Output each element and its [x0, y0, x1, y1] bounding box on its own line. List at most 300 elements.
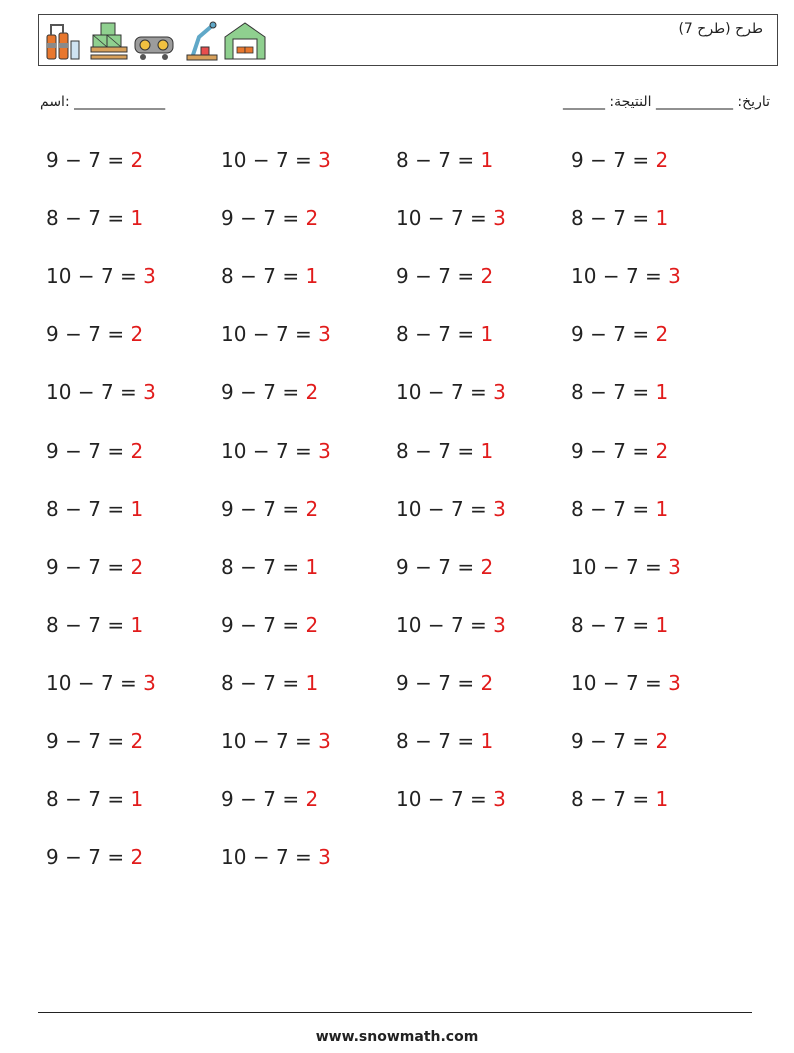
math-problem — [46, 671, 156, 695]
operand-b: 7 — [438, 148, 451, 172]
answer: 2 — [480, 264, 494, 288]
operator: − — [590, 322, 607, 346]
equals-sign: = — [295, 148, 312, 172]
answer: 3 — [318, 322, 331, 346]
math-problem — [571, 555, 681, 579]
answer: 2 — [480, 671, 494, 695]
equals-sign: = — [107, 845, 125, 869]
operator: − — [65, 787, 82, 811]
operator: − — [590, 497, 607, 521]
math-problem — [396, 555, 493, 579]
answer: 3 — [318, 729, 331, 753]
operand-b: 7 — [88, 497, 101, 521]
tank-cart-icon — [135, 37, 173, 60]
answer: 1 — [305, 555, 319, 579]
operand-b: 7 — [88, 439, 101, 463]
answer: 1 — [655, 206, 669, 230]
operand-b: 7 — [613, 322, 626, 346]
equals-sign: = — [457, 555, 475, 579]
equals-sign: = — [107, 322, 125, 346]
operand-a: 10 — [571, 555, 597, 579]
operand-b: 7 — [88, 555, 101, 579]
answer: 1 — [480, 322, 494, 346]
operand-a: 9 — [396, 264, 409, 288]
operator: − — [590, 613, 607, 637]
operand-b: 7 — [613, 613, 626, 637]
answer: 1 — [655, 497, 669, 521]
answer: 1 — [480, 729, 494, 753]
math-problem — [46, 787, 143, 811]
operand-a: 10 — [221, 322, 247, 346]
operand-a: 9 — [396, 555, 409, 579]
equals-sign: = — [645, 264, 662, 288]
pallet-boxes-icon — [91, 23, 127, 59]
equals-sign: = — [295, 845, 312, 869]
equals-sign: = — [282, 787, 300, 811]
answer: 2 — [655, 148, 669, 172]
math-problem — [46, 497, 143, 521]
equals-sign: = — [295, 322, 312, 346]
operand-b: 7 — [88, 613, 101, 637]
math-problem — [571, 264, 681, 288]
operand-b: 7 — [613, 729, 626, 753]
operand-b: 7 — [100, 671, 114, 695]
answer: 2 — [655, 439, 669, 463]
operand-a: 9 — [571, 729, 584, 753]
answer: 1 — [655, 787, 669, 811]
math-problem — [46, 555, 143, 579]
operator: − — [590, 729, 607, 753]
operand-a: 8 — [221, 671, 234, 695]
operator: − — [65, 555, 82, 579]
math-problem — [571, 380, 668, 404]
operand-b: 7 — [100, 264, 114, 288]
operand-a: 8 — [396, 439, 409, 463]
operand-b: 7 — [450, 380, 464, 404]
answer: 1 — [305, 671, 319, 695]
operand-b: 7 — [613, 497, 626, 521]
operator: − — [590, 148, 607, 172]
answer: 2 — [130, 845, 144, 869]
answer: 2 — [130, 729, 144, 753]
operand-a: 10 — [221, 845, 247, 869]
operator: − — [240, 497, 257, 521]
math-problem — [221, 322, 331, 346]
operator: − — [65, 439, 82, 463]
operand-a: 8 — [571, 613, 584, 637]
operand-b: 7 — [88, 322, 101, 346]
operator: − — [240, 613, 257, 637]
math-problem — [571, 322, 668, 346]
operand-b: 7 — [275, 148, 289, 172]
answer: 3 — [318, 148, 331, 172]
equals-sign: = — [107, 148, 125, 172]
math-problem — [571, 787, 668, 811]
math-problem — [46, 439, 143, 463]
answer: 3 — [143, 380, 156, 404]
equals-sign: = — [632, 206, 650, 230]
equals-sign: = — [470, 613, 487, 637]
operand-b: 7 — [263, 264, 276, 288]
operand-b: 7 — [275, 845, 289, 869]
operand-b: 7 — [275, 322, 289, 346]
equals-sign: = — [632, 787, 650, 811]
answer: 2 — [480, 555, 494, 579]
operand-a: 10 — [571, 264, 597, 288]
operand-b: 7 — [438, 729, 451, 753]
operand-a: 8 — [46, 206, 59, 230]
math-problem — [571, 613, 668, 637]
math-problem — [221, 787, 318, 811]
operand-b: 7 — [275, 729, 289, 753]
math-problem — [46, 322, 143, 346]
answer: 2 — [305, 497, 319, 521]
operand-a: 9 — [221, 497, 234, 521]
operand-a: 9 — [571, 148, 584, 172]
operand-a: 10 — [396, 380, 422, 404]
equals-sign: = — [457, 322, 475, 346]
answer: 3 — [143, 671, 156, 695]
equals-sign: = — [107, 613, 125, 637]
equals-sign: = — [107, 729, 125, 753]
equals-sign: = — [282, 555, 300, 579]
operand-a: 10 — [46, 380, 72, 404]
operand-a: 9 — [221, 613, 234, 637]
worksheet-header — [38, 14, 778, 66]
equals-sign: = — [107, 787, 125, 811]
operator: − — [415, 671, 432, 695]
math-problem — [46, 206, 143, 230]
operand-a: 10 — [396, 497, 422, 521]
answer: 3 — [668, 671, 681, 695]
operator: − — [427, 497, 445, 521]
answer: 3 — [318, 845, 331, 869]
operator: − — [415, 148, 432, 172]
operator: − — [415, 322, 432, 346]
operand-a: 9 — [221, 380, 234, 404]
operator: − — [415, 729, 432, 753]
equals-sign: = — [457, 148, 475, 172]
equals-sign: = — [282, 264, 300, 288]
equals-sign: = — [120, 264, 137, 288]
robot-arm-icon — [187, 22, 217, 60]
operand-a: 10 — [221, 729, 247, 753]
answer: 2 — [305, 206, 319, 230]
operand-a: 8 — [396, 148, 409, 172]
math-problem — [221, 380, 318, 404]
operator: − — [65, 206, 82, 230]
equals-sign: = — [632, 439, 650, 463]
equals-sign: = — [457, 439, 475, 463]
operator: − — [65, 148, 82, 172]
answer: 3 — [493, 613, 506, 637]
operand-b: 7 — [88, 206, 101, 230]
footer-divider — [38, 1012, 752, 1013]
equals-sign: = — [295, 729, 312, 753]
math-problem — [221, 264, 318, 288]
operand-a: 10 — [571, 671, 597, 695]
operator: − — [415, 555, 432, 579]
operand-a: 9 — [571, 439, 584, 463]
operator: − — [77, 380, 95, 404]
equals-sign: = — [632, 729, 650, 753]
operand-b: 7 — [625, 671, 639, 695]
operand-a: 9 — [46, 322, 59, 346]
math-problem — [396, 148, 493, 172]
operand-b: 7 — [263, 497, 276, 521]
math-problem — [221, 206, 318, 230]
equals-sign: = — [120, 671, 137, 695]
operand-b: 7 — [88, 845, 101, 869]
equals-sign: = — [295, 439, 312, 463]
answer: 3 — [318, 439, 331, 463]
math-problem — [221, 497, 318, 521]
answer: 1 — [655, 613, 669, 637]
math-problem — [46, 264, 156, 288]
math-problem — [396, 322, 493, 346]
equals-sign: = — [120, 380, 137, 404]
answer: 2 — [655, 322, 669, 346]
equals-sign: = — [107, 555, 125, 579]
operand-a: 8 — [571, 380, 584, 404]
operator: − — [252, 729, 270, 753]
math-problem — [396, 439, 493, 463]
operand-b: 7 — [438, 671, 451, 695]
equals-sign: = — [107, 439, 125, 463]
operand-b: 7 — [263, 380, 276, 404]
worksheet-title: طرح (طرح 7) — [678, 21, 763, 37]
operator: − — [240, 671, 257, 695]
operand-b: 7 — [263, 206, 276, 230]
answer: 3 — [143, 264, 156, 288]
math-problem — [571, 148, 668, 172]
equals-sign: = — [645, 555, 662, 579]
math-problem — [396, 380, 506, 404]
gas-cylinders-icon — [47, 25, 79, 59]
operand-a: 10 — [221, 439, 247, 463]
operand-b: 7 — [613, 148, 626, 172]
operand-a: 8 — [396, 729, 409, 753]
math-problem — [571, 439, 668, 463]
equals-sign: = — [470, 787, 487, 811]
operator: − — [65, 613, 82, 637]
operand-b: 7 — [613, 380, 626, 404]
equals-sign: = — [457, 264, 475, 288]
math-problem — [221, 729, 331, 753]
math-problem — [396, 787, 506, 811]
operator: − — [240, 264, 257, 288]
operand-b: 7 — [438, 555, 451, 579]
math-problem — [396, 206, 506, 230]
answer: 2 — [305, 380, 319, 404]
operator: − — [590, 787, 607, 811]
operator: − — [240, 380, 257, 404]
operator: − — [240, 787, 257, 811]
equals-sign: = — [632, 497, 650, 521]
operand-b: 7 — [263, 787, 276, 811]
operator: − — [602, 671, 620, 695]
answer: 2 — [655, 729, 669, 753]
operator: − — [427, 787, 445, 811]
equals-sign: = — [107, 497, 125, 521]
operand-b: 7 — [88, 148, 101, 172]
footer-website: www.snowmath.com — [315, 1029, 479, 1045]
equals-sign: = — [470, 206, 487, 230]
operator: − — [427, 206, 445, 230]
operator: − — [252, 148, 270, 172]
operand-b: 7 — [275, 439, 289, 463]
operand-b: 7 — [438, 439, 451, 463]
math-problem — [221, 613, 318, 637]
operand-b: 7 — [613, 439, 626, 463]
operand-b: 7 — [438, 322, 451, 346]
warehouse-icon — [225, 23, 265, 59]
operand-a: 8 — [46, 613, 59, 637]
equals-sign: = — [282, 613, 300, 637]
answer: 1 — [305, 264, 319, 288]
math-problem — [396, 671, 493, 695]
operand-b: 7 — [263, 671, 276, 695]
operand-a: 9 — [221, 206, 234, 230]
operator: − — [240, 206, 257, 230]
answer: 1 — [480, 148, 494, 172]
math-problem — [571, 206, 668, 230]
equals-sign: = — [282, 206, 300, 230]
math-problem — [221, 671, 318, 695]
equals-sign: = — [457, 671, 475, 695]
equals-sign: = — [107, 206, 125, 230]
math-problem — [46, 845, 143, 869]
equals-sign: = — [282, 380, 300, 404]
operator: − — [415, 264, 432, 288]
math-problem — [221, 148, 331, 172]
operand-a: 8 — [571, 787, 584, 811]
answer: 1 — [130, 613, 144, 637]
operator: − — [602, 555, 620, 579]
equals-sign: = — [282, 671, 300, 695]
math-problem — [396, 613, 506, 637]
equals-sign: = — [457, 729, 475, 753]
equals-sign: = — [470, 497, 487, 521]
answer: 3 — [668, 264, 681, 288]
operator: − — [240, 555, 257, 579]
operand-a: 8 — [221, 555, 234, 579]
operand-a: 9 — [46, 845, 59, 869]
operand-b: 7 — [438, 264, 451, 288]
operand-a: 9 — [221, 787, 234, 811]
answer: 1 — [480, 439, 494, 463]
math-problem — [46, 729, 143, 753]
operator: − — [427, 613, 445, 637]
operand-a: 8 — [571, 497, 584, 521]
equals-sign: = — [632, 380, 650, 404]
math-problem — [571, 729, 668, 753]
math-problem — [396, 264, 493, 288]
math-problem — [46, 613, 143, 637]
operand-b: 7 — [450, 206, 464, 230]
operand-b: 7 — [450, 787, 464, 811]
operand-a: 8 — [221, 264, 234, 288]
operand-b: 7 — [625, 555, 639, 579]
operator: − — [65, 729, 82, 753]
answer: 2 — [130, 322, 144, 346]
answer: 1 — [130, 206, 144, 230]
name-field-label: اسم: _____________ — [40, 94, 166, 110]
answer: 1 — [130, 787, 144, 811]
answer: 2 — [130, 439, 144, 463]
operand-a: 9 — [46, 729, 59, 753]
math-problem — [46, 380, 156, 404]
answer: 1 — [655, 380, 669, 404]
operator: − — [252, 845, 270, 869]
math-problem — [221, 439, 331, 463]
equals-sign: = — [632, 613, 650, 637]
math-problem — [571, 671, 681, 695]
operand-a: 9 — [571, 322, 584, 346]
answer: 2 — [130, 148, 144, 172]
operand-a: 8 — [46, 787, 59, 811]
math-problem — [46, 148, 143, 172]
answer: 2 — [130, 555, 144, 579]
operand-a: 9 — [396, 671, 409, 695]
operand-a: 9 — [46, 555, 59, 579]
equals-sign: = — [645, 671, 662, 695]
operand-a: 10 — [396, 613, 422, 637]
operand-a: 10 — [396, 206, 422, 230]
math-problem — [221, 555, 318, 579]
date-score-field-label: ______ :تاريخ: ___________ النتيجة — [562, 94, 770, 110]
answer: 3 — [493, 497, 506, 521]
operator: − — [77, 671, 95, 695]
math-problem — [396, 497, 506, 521]
operator: − — [65, 497, 82, 521]
operator: − — [602, 264, 620, 288]
operator: − — [77, 264, 95, 288]
operator: − — [590, 439, 607, 463]
header-icons — [43, 17, 283, 63]
answer: 3 — [493, 206, 506, 230]
operand-a: 10 — [396, 787, 422, 811]
equals-sign: = — [632, 322, 650, 346]
operand-b: 7 — [88, 787, 101, 811]
operator: − — [65, 845, 82, 869]
math-problem — [571, 497, 668, 521]
operand-b: 7 — [450, 613, 464, 637]
answer: 3 — [493, 787, 506, 811]
operand-a: 10 — [46, 264, 72, 288]
operand-a: 9 — [46, 148, 59, 172]
operator: − — [590, 380, 607, 404]
answer: 3 — [668, 555, 681, 579]
operand-a: 9 — [46, 439, 59, 463]
answer: 1 — [130, 497, 144, 521]
operand-b: 7 — [613, 206, 626, 230]
operator: − — [252, 439, 270, 463]
math-problem — [221, 845, 331, 869]
operand-a: 8 — [46, 497, 59, 521]
math-problem — [396, 729, 493, 753]
operand-b: 7 — [613, 787, 626, 811]
operand-b: 7 — [263, 613, 276, 637]
equals-sign: = — [282, 497, 300, 521]
operand-a: 8 — [396, 322, 409, 346]
operator: − — [252, 322, 270, 346]
operand-b: 7 — [625, 264, 639, 288]
operand-a: 8 — [571, 206, 584, 230]
operand-b: 7 — [450, 497, 464, 521]
operand-b: 7 — [263, 555, 276, 579]
answer: 2 — [305, 613, 319, 637]
